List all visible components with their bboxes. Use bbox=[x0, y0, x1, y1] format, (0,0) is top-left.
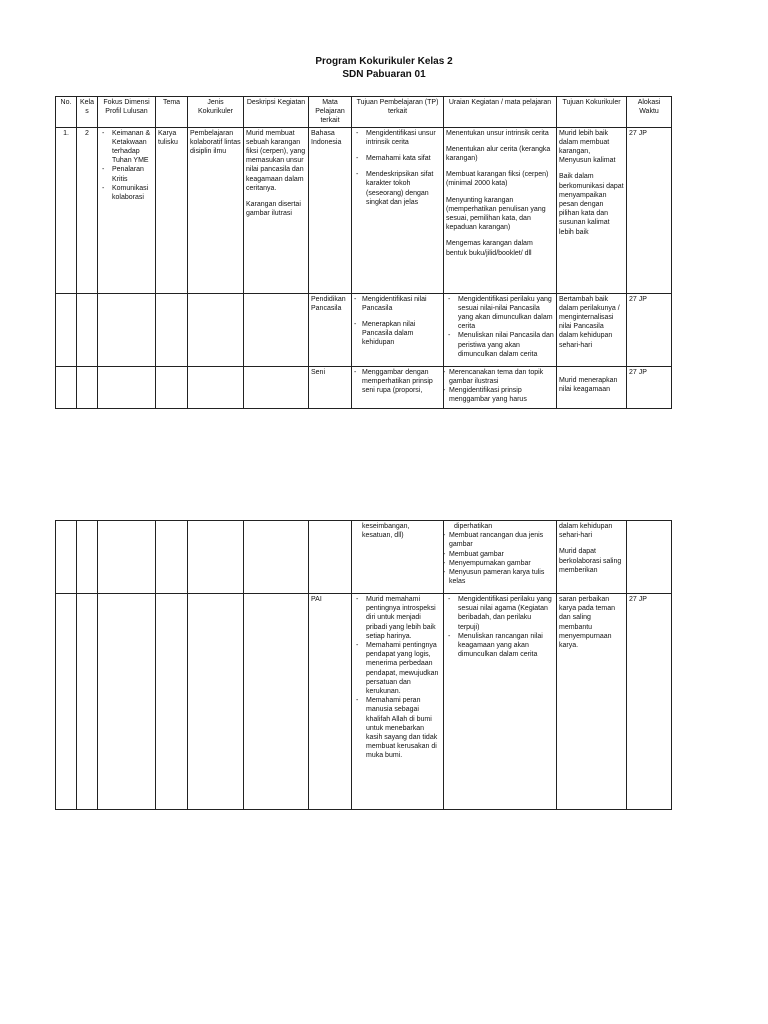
uraian-text: diperhatikan bbox=[454, 523, 493, 530]
cell-tema: Karya tulisku bbox=[156, 127, 188, 293]
cell-no: 1. bbox=[56, 127, 77, 293]
table-row bbox=[56, 594, 672, 810]
cell-tp bbox=[352, 366, 444, 408]
header-deskripsi: Deskripsi Kegiatan bbox=[244, 97, 309, 128]
list-item: - Penalaran Kritis bbox=[100, 165, 153, 183]
school-name: SDN Pabuaran 01 bbox=[342, 69, 426, 80]
uraian-text: Membuat karangan fiksi (cerpen) (minimal 2000 kata) bbox=[446, 171, 549, 188]
list-item: - Mendeskripsikan sifat karakter tokoh (seseorang) dengan singkat dan jelas bbox=[354, 170, 441, 207]
cell-uraian bbox=[444, 366, 557, 408]
header-kelas: Kela s bbox=[77, 97, 98, 128]
cell-tp bbox=[352, 521, 444, 594]
list-item: - Merencanakan tema dan topik gambar ilustrasi bbox=[446, 368, 554, 386]
deskripsi-text: Murid membuat sebuah karangan fiksi (cerpen), yang memasukan unsur nilai pancasila dan keagamaan dalam ceritanya. bbox=[246, 129, 306, 192]
table-row bbox=[56, 293, 672, 366]
header-tujuan: Tujuan Kokurikuler bbox=[557, 97, 627, 128]
cell-kelas: 2 bbox=[77, 127, 98, 293]
cell-mapel: Bahasa Indonesia bbox=[309, 127, 352, 293]
list-item: - Mengidentifikasi unsur intrinsik cerita bbox=[354, 129, 441, 147]
cell-alokasi: 27 JP bbox=[627, 127, 672, 293]
uraian-text: Menyunting karangan (memperhatikan penulisan yang sesuai, pemilihan kata, dan kepaduan karangan) bbox=[446, 196, 546, 232]
list-item: - Menggambar dengan memperhatikan prinsip seni rupa (proporsi, bbox=[354, 368, 441, 396]
tujuan-text: dalam kehidupan sehari-hari bbox=[559, 523, 613, 540]
tujuan-text: Murid menerapkan nilai keagamaan bbox=[559, 376, 618, 393]
cell-tp bbox=[352, 594, 444, 810]
table-row bbox=[56, 366, 672, 408]
cell-tujuan bbox=[557, 366, 627, 408]
program-table-page-2 bbox=[55, 520, 672, 810]
uraian-text: Menentukan alur cerita (kerangka karangan) bbox=[446, 145, 551, 163]
list-item: - Membuat rancangan dua jenis gambar bbox=[446, 531, 554, 549]
list-item: - Mengidentifikasi prinsip menggambar yang harus bbox=[446, 386, 554, 404]
program-table-page-1 bbox=[55, 96, 672, 409]
tujuan-text: Baik dalam berkomunikasi dapat menyampaikan pesan dengan pilihan kata dan susunan kalimat lebih baik bbox=[559, 173, 624, 236]
header-tema: Tema bbox=[156, 97, 188, 128]
cell-mapel: Seni bbox=[309, 366, 352, 408]
list-item: - Mengidentifikasi nilai Pancasila bbox=[354, 295, 441, 313]
uraian-text: Mengemas karangan dalam bentuk buku/jilid/booklet/ dll bbox=[446, 240, 533, 257]
header-row bbox=[56, 97, 672, 128]
cell-fokus bbox=[98, 127, 156, 293]
list-item: - Komunikasi kolaborasi bbox=[100, 184, 153, 202]
list-item: - Mengidentifikasi perilaku yang sesuai nilai agama (Kegiatan beribadah, dan perilaku terpuji) bbox=[446, 595, 554, 632]
document-title: Program Kokurikuler Kelas 2 bbox=[315, 56, 453, 67]
list-item: - Membuat gambar bbox=[446, 550, 554, 559]
cell-uraian bbox=[444, 293, 557, 366]
list-item: - Menerapkan nilai Pancasila dalam kehidupan bbox=[354, 320, 441, 348]
list-item: - Murid memahami pentingnya introspeksi diri untuk menjadi pribadi yang lebih baik setiap harinya. bbox=[354, 595, 441, 641]
cell-uraian bbox=[444, 521, 557, 594]
cell-tujuan: saran perbaikan karya pada teman dan saling membantu menyempurnaan karya. bbox=[557, 594, 627, 810]
header-uraian: Uraian Kegiatan / mata pelajaran bbox=[444, 97, 557, 128]
cell-alokasi: 27 JP bbox=[627, 293, 672, 366]
table-row bbox=[56, 521, 672, 594]
header-no: No. bbox=[56, 97, 77, 128]
cell-alokasi: 27 JP bbox=[627, 366, 672, 408]
list-item: - Menyempurnakan gambar bbox=[446, 559, 554, 568]
list-item: - Keimanan & Ketakwaan terhadap Tuhan YME bbox=[100, 129, 153, 166]
list-item: - Menuliskan rancangan nilai keagamaan yang akan dimunculkan dalam cerita bbox=[446, 632, 554, 660]
deskripsi-text: Karangan disertai gambar ilutrasi bbox=[246, 201, 301, 218]
list-item: - Memahami kata sifat bbox=[354, 154, 441, 163]
cell-mapel: PAI bbox=[309, 594, 352, 810]
header-fokus: Fokus Dimensi Profil Lulusan bbox=[98, 97, 156, 128]
header-alokasi: Alokasi Waktu bbox=[627, 97, 672, 128]
cell-uraian bbox=[444, 127, 557, 293]
list-item: - Mengidentifikasi perilaku yang sesuai nilai-nilai Pancasila yang akan dimunculkan dalam cerita bbox=[446, 295, 554, 332]
uraian-text: Menentukan unsur intrinsik cerita bbox=[446, 129, 549, 137]
cell-mapel: Pendidikan Pancasila bbox=[309, 293, 352, 366]
cell-alokasi: 27 JP bbox=[627, 594, 672, 810]
header-mapel: Mata Pelajaran terkait bbox=[309, 97, 352, 128]
cell-uraian bbox=[444, 594, 557, 810]
cell-jenis: Pembelajaran kolaboratif lintas disiplin ilmu bbox=[188, 127, 244, 293]
cell-tujuan bbox=[557, 521, 627, 594]
header-jenis: Jenis Kokurikuler bbox=[188, 97, 244, 128]
header-tp: Tujuan Pembelajaran (TP) terkait bbox=[352, 97, 444, 128]
cell-tp bbox=[352, 293, 444, 366]
list-item: - Memahami pentingnya pendapat yang logis, menerima perbedaan pendapat, mewujudkan persatuan dan kerukunan. bbox=[354, 641, 441, 696]
tujuan-text: Murid lebih baik dalam membuat karangan, Menyusun kalimat bbox=[559, 129, 616, 165]
list-item: - Menyusun pameran karya tulis kelas bbox=[446, 568, 554, 586]
cell-tp bbox=[352, 127, 444, 293]
tujuan-text: Murid dapat berkolaborasi saling memberikan bbox=[559, 548, 622, 574]
cell-tujuan bbox=[557, 127, 627, 293]
list-item: - Menuliskan nilai Pancasila dan peristiwa yang akan dimunculkan dalam cerita bbox=[446, 331, 554, 359]
list-item: - Memahami peran manusia sebagai khalifah Allah di bumi untuk menebarkan kasih sayang dan tidak membuat kerusakan di muka bumi. bbox=[354, 696, 441, 760]
cell-tujuan: Bertambah baik dalam perilakunya / menginternalisasi nilai Pancasila dalam kehidupan sehari-hari bbox=[557, 293, 627, 366]
tp-text: keseimbangan, kesatuan, dll) bbox=[362, 523, 410, 540]
table-row bbox=[56, 127, 672, 293]
cell-deskripsi bbox=[244, 127, 309, 293]
